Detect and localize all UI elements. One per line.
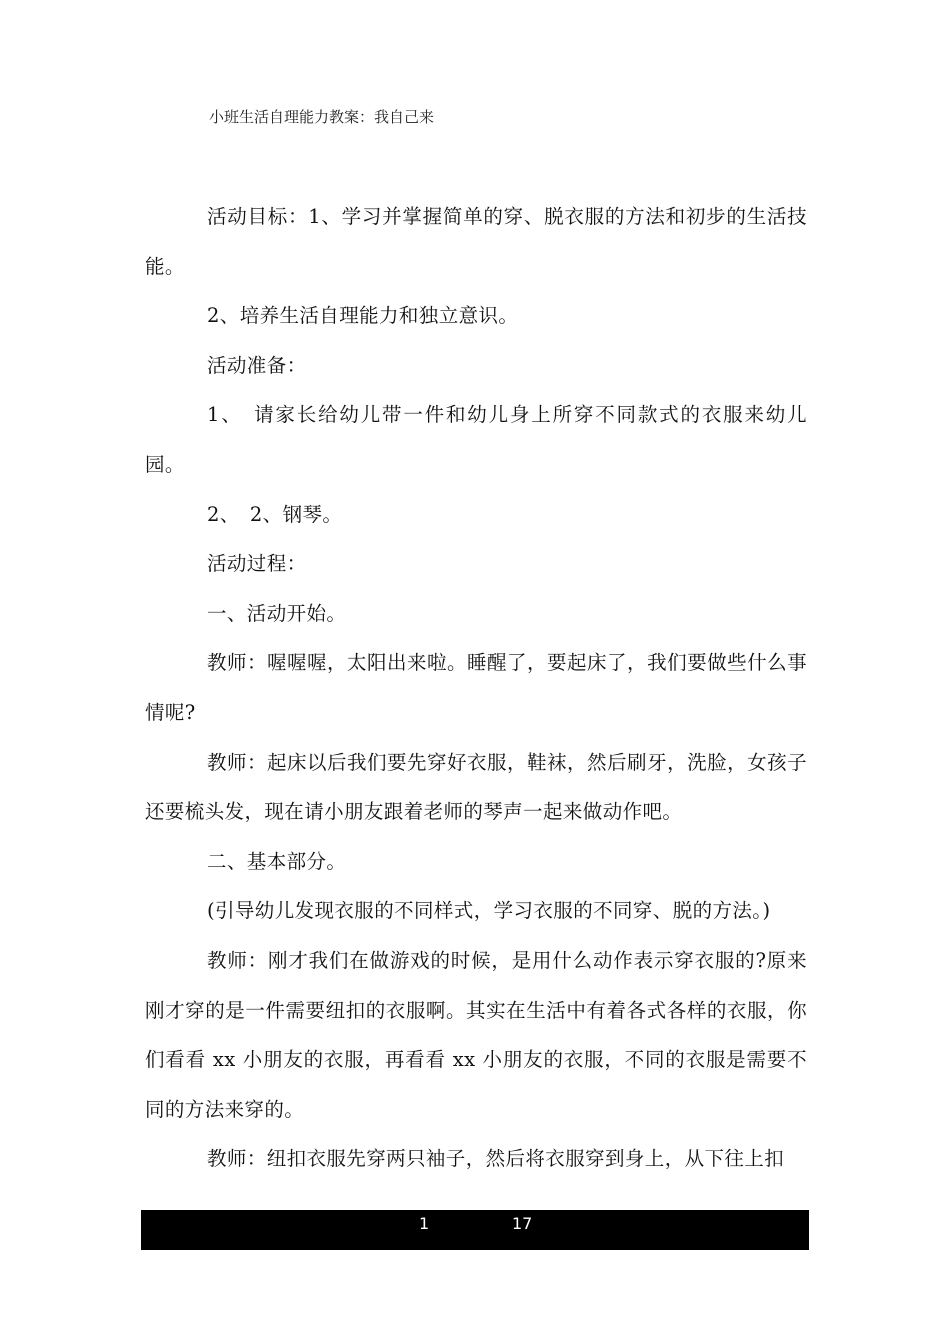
paragraph-teacher-1: 教师：喔喔喔，太阳出来啦。睡醒了，要起床了，我们要做些什么事情呢? [145,651,807,724]
paragraph-process-heading: 活动过程： [207,552,307,576]
total-pages: 17 [512,1214,533,1233]
paragraph-preparation-2: 2、 2、钢琴。 [207,502,343,526]
paragraph-section-1-heading: 一、活动开始。 [207,601,347,625]
document-title: 小班生活自理能力教案：我自己来 [209,108,435,126]
paragraph-guidance-note: (引导幼儿发现衣服的不同样式，学习衣服的不同穿、脱的方法。) [207,899,771,923]
paragraph-activity-goal: 活动目标：1、学习并掌握简单的穿、脱衣服的方法和初步的生活技能。 [145,205,807,278]
document-body [145,192,807,1184]
paragraph-preparation-1: 1、 请家长给幼儿带一件和幼儿身上所穿不同款式的衣服来幼儿园。 [145,403,807,476]
page-number: 1 [419,1214,430,1233]
paragraph-teacher-3: 教师：刚才我们在做游戏的时候，是用什么动作表示穿衣服的?原来刚才穿的是一件需要纽扣的衣服啊。其实在生活中有着各式各样的衣服，你们看看 xx 小朋友的衣服，再看看 xx 小朋友的衣服，不同的衣服是需要不同的方法来穿的。 [145,948,807,1121]
footer-bar [141,1210,809,1250]
paragraph-teacher-2: 教师：起床以后我们要先穿好衣服，鞋袜，然后刷牙，洗脸，女孩子还要梳头发，现在请小朋友跟着老师的琴声一起来做动作吧。 [145,750,807,824]
paragraph-goal-2: 2、培养生活自理能力和独立意识。 [207,304,519,328]
paragraph-preparation-heading: 活动准备： [207,353,307,377]
paragraph-teacher-4: 教师：纽扣衣服先穿两只袖子，然后将衣服穿到身上，从下往上扣 [207,1147,785,1171]
paragraph-section-2-heading: 二、基本部分。 [207,849,347,873]
